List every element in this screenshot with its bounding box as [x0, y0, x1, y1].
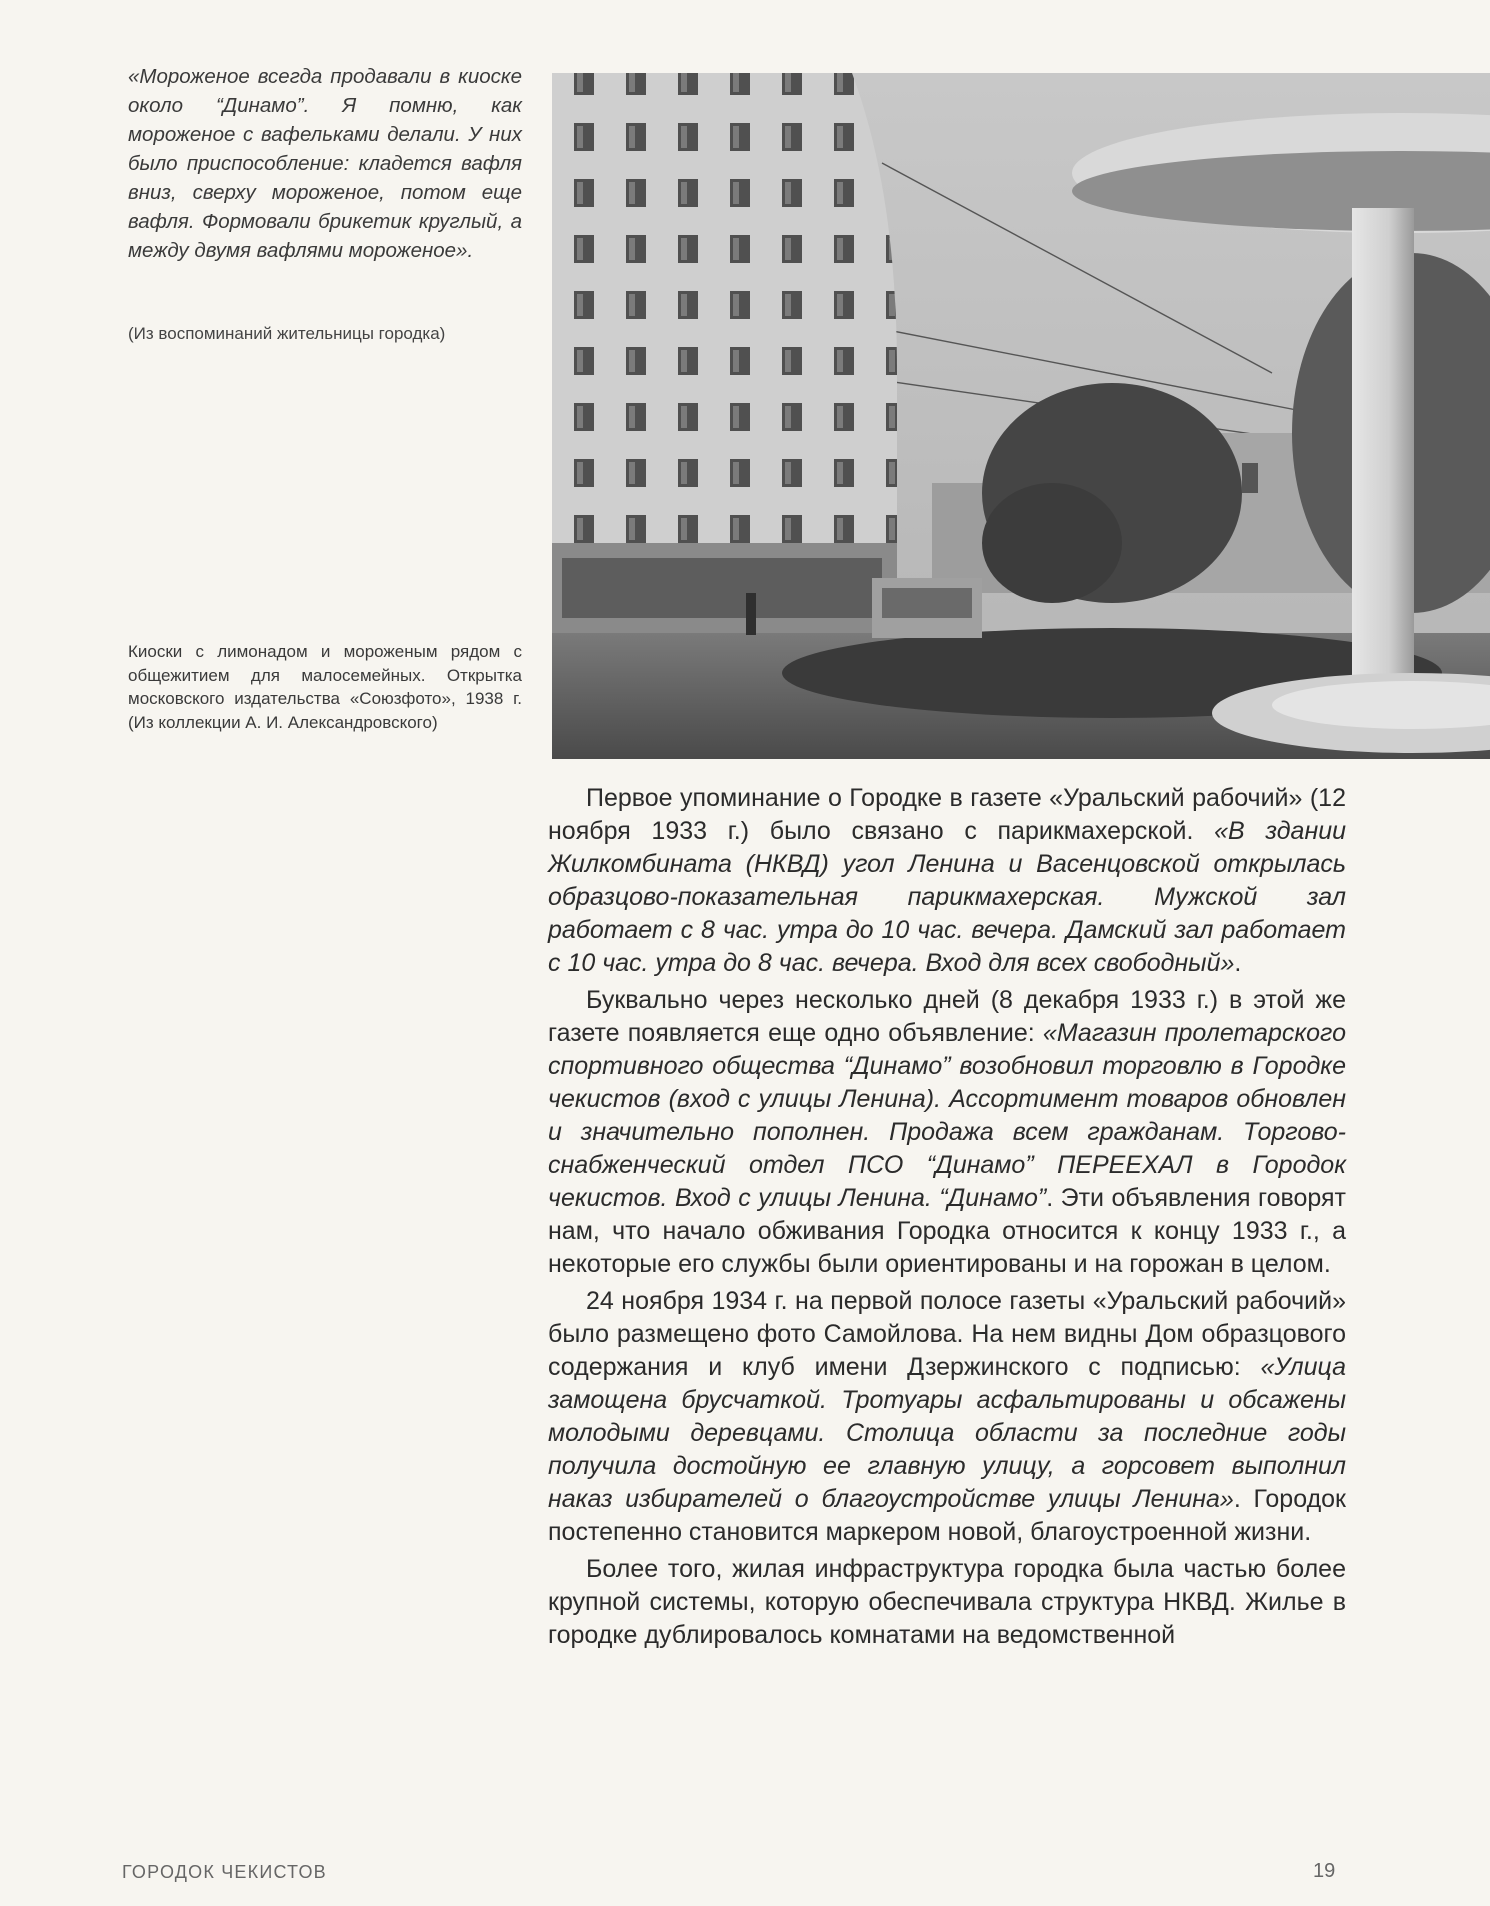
paragraph-3: [548, 1285, 1346, 1549]
paragraph-2: [548, 984, 1346, 1281]
paragraph-4: Более того, жилая инфраструктура городка была частью более крупной системы, которую обеспечивала структура НКВД. Жилье в городке дублировалось комнатами на ведомственной: [548, 1555, 1346, 1649]
paragraph-2-quote: «Магазин пролетарского спортивного общества “Динамо” возобновил торговлю в Городке чекистов (вход с улицы Ленина). Ассортимент товаров обновлен и значительно пополнен. Продажа всем гражданам. Торгово-снабженческий отдел ПСО “Динамо” ПЕРЕЕХАЛ в Городок чекистов. Вход с улицы Ленина. “Динамо”: [548, 1019, 1347, 1212]
running-head: ГОРОДОК ЧЕКИСТОВ: [122, 1862, 327, 1882]
paragraph-3-tail: . Городок постепенно становится маркером новой, благоустроенной жизни.: [548, 1485, 1346, 1546]
paragraph-1-lead: Первое упоминание о Городке в газете «Уральский рабочий» (12 ноября 1933 г.) было связано с парикмахерской.: [548, 784, 1346, 845]
paragraph-1-tail: .: [1234, 949, 1242, 977]
epigraph-quote: «Мороженое всегда продавали в киоске около “Динамо”. Я помню, как мороженое с вафельками делали. У них было приспособление: кладется вафля вниз, сверху мороженое, потом еще вафля. Формовали брикетик круглый, а между двумя вафлями мороженое».: [128, 65, 522, 262]
paragraph-3-lead: 24 ноября 1934 г. на первой полосе газеты «Уральский рабочий» было размещено фото Самойлова. На нем видны Дом образцового содержания и клуб имени Дзержинского с подписью:: [548, 1287, 1346, 1381]
epigraph-source: (Из воспоминаний жительницы городка): [128, 324, 446, 343]
paragraph-1-quote: «В здании Жилкомбината (НКВД) угол Ленина и Васенцовской открылась образцово-показательная парикмахерская. Мужской зал работает с 8 час. утра до 10 час. вечера. Дамский зал работает с 10 час. утра до 8 час. вечера. Вход для всех свободный»: [548, 817, 1347, 977]
paragraph-3-quote: «Улица замощена брусчаткой. Тротуары асфальтированы и обсажены молодыми деревцами. Столица области за последние годы получила достойную ее главную улицу, а горсовет выполнил наказ избирателей о благоустройстве улицы Ленина»: [548, 1353, 1346, 1513]
street-photo: [552, 73, 1490, 759]
paragraph-1: [548, 782, 1346, 980]
photo-caption: Киоски с лимонадом и мороженым рядом с общежитием для малосемейных. Открытка московского издательства «Союзфото», 1938 г. (Из коллекции А. И. Александровского): [128, 642, 522, 732]
article-body: [548, 782, 1346, 1656]
paragraph-2-tail: . Эти объявления говорят нам, что начало обживания Городка относится к концу 1933 г., а некоторые его службы были ориентированы и на горожан в целом.: [548, 1184, 1347, 1278]
page-number: 19: [1313, 1860, 1336, 1882]
paragraph-2-lead: Буквально через несколько дней (8 декабря 1933 г.) в этой же газете появляется еще одно объявление:: [548, 986, 1346, 1047]
